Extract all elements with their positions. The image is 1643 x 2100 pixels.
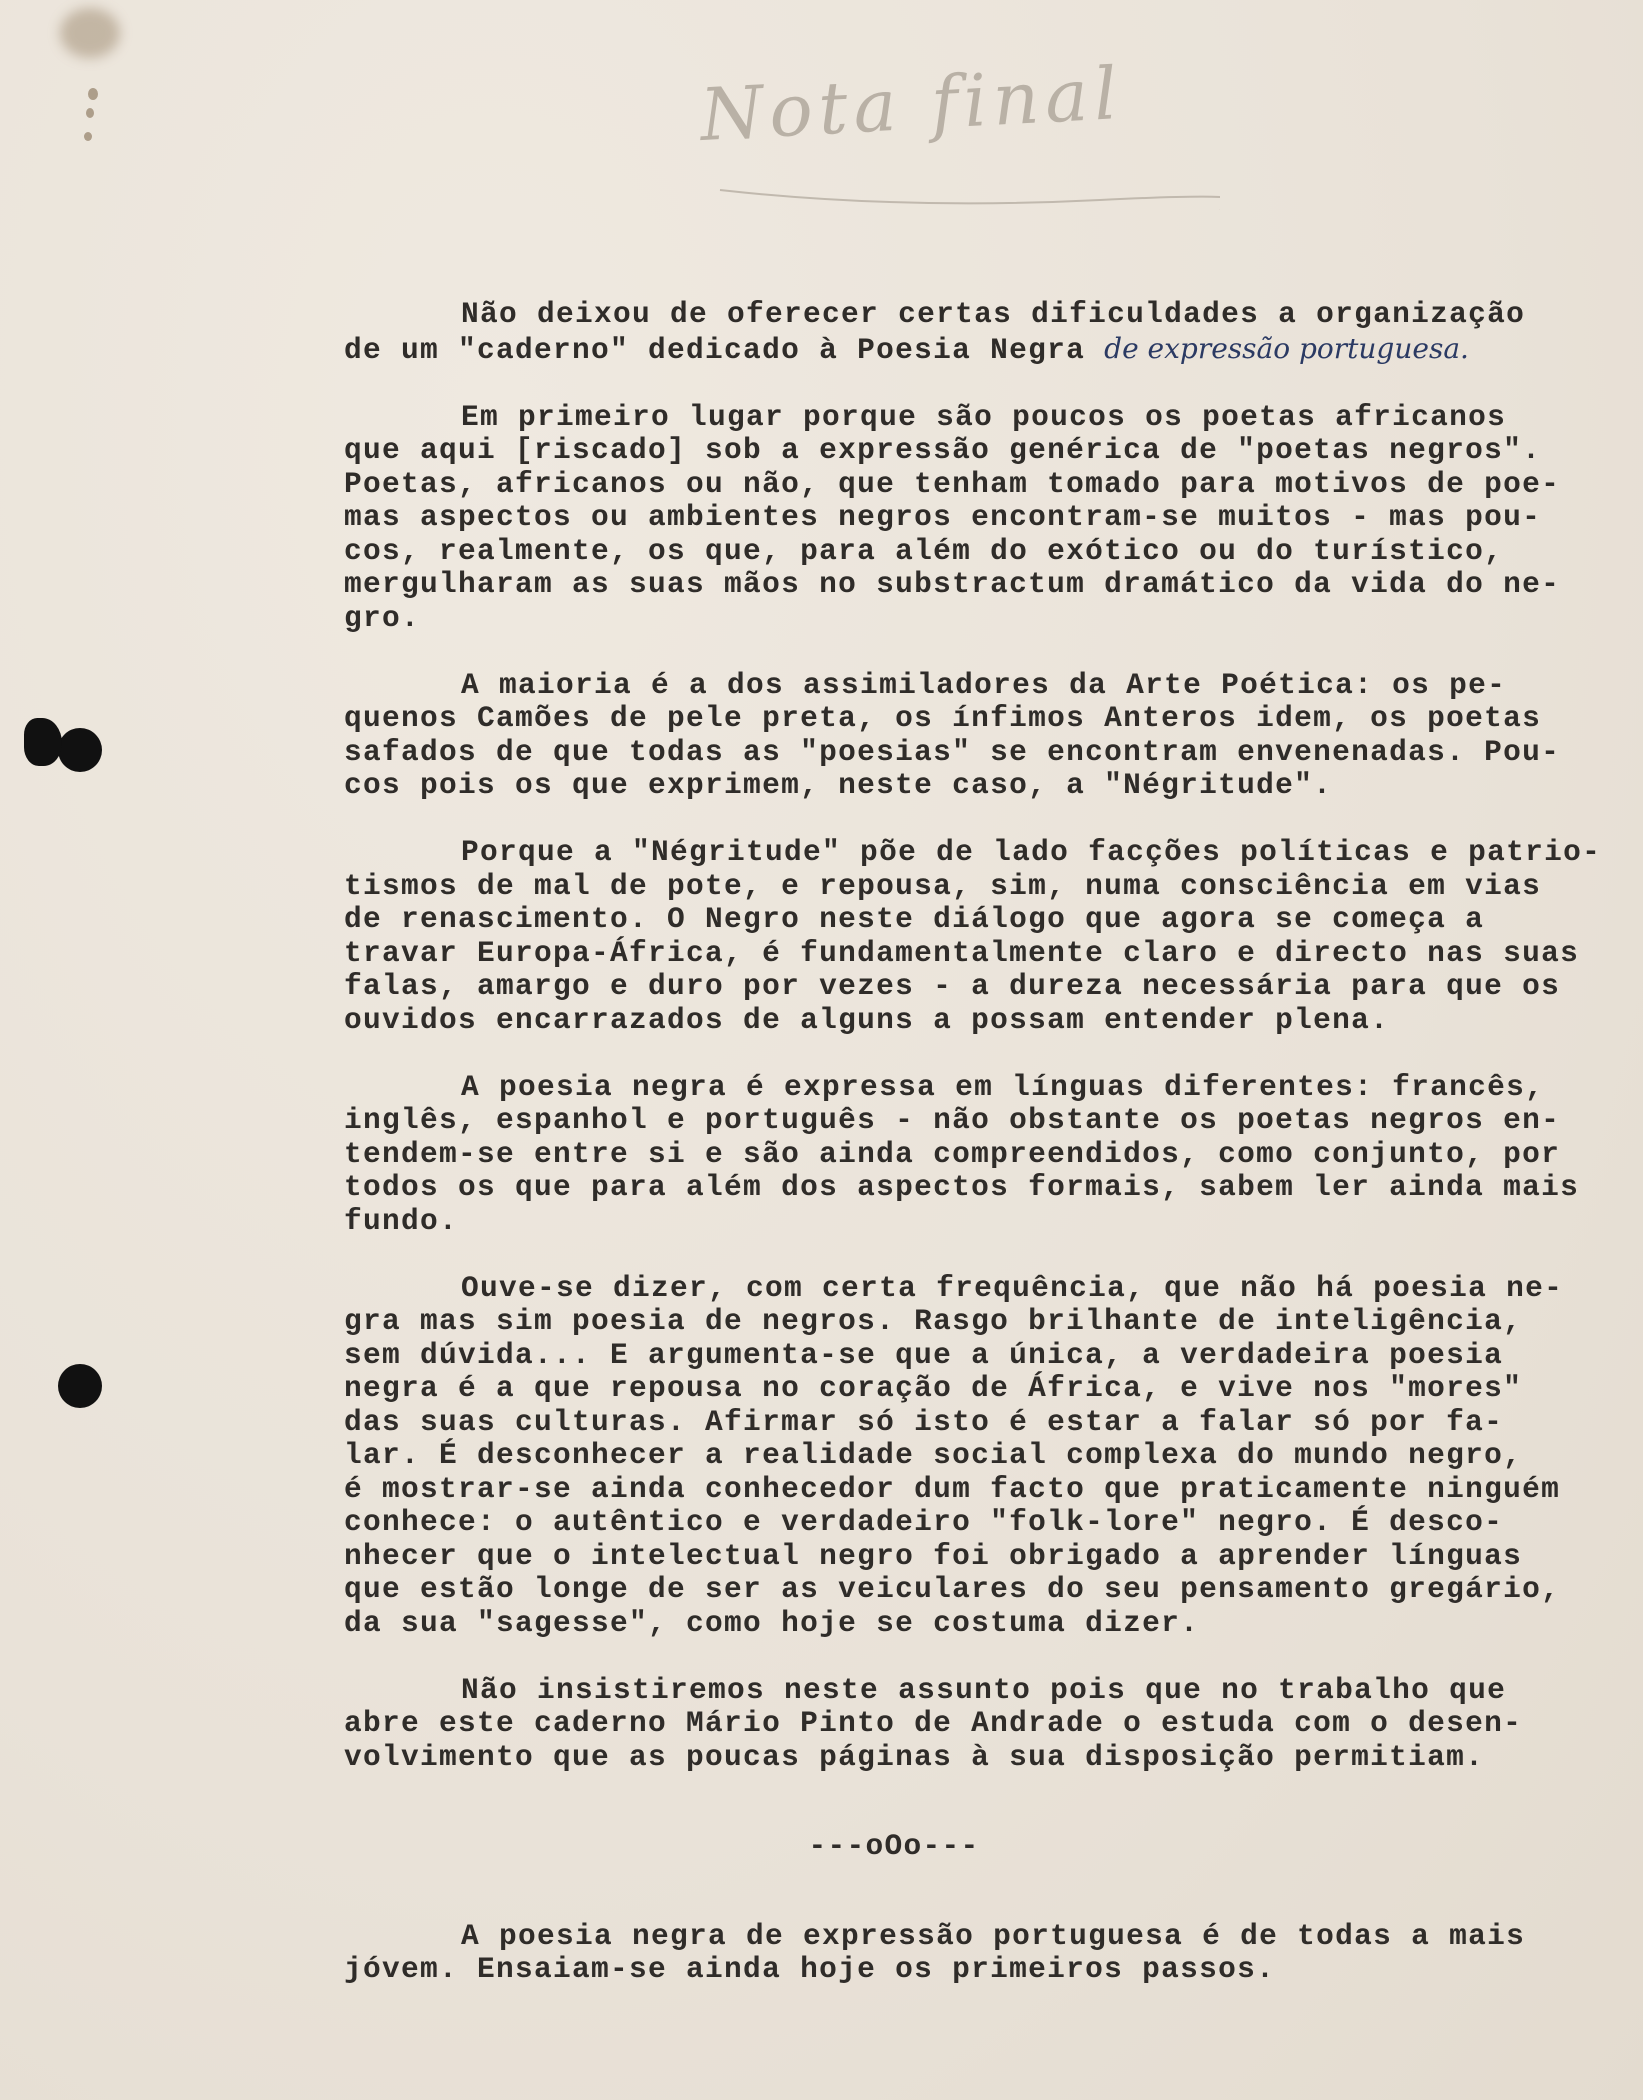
text-line: gro. — [344, 600, 421, 635]
text-line: Não insistiremos neste assunto pois que no trabalho que — [461, 1672, 1507, 1707]
stain-speck — [88, 88, 98, 100]
text-line: A poesia negra de expressão portuguesa é de todas a mais — [461, 1918, 1526, 1953]
rust-stain — [60, 8, 120, 58]
text-line: travar Europa-África, é fundamentalmente claro e directo nas suas — [344, 935, 1580, 970]
text-line: quenos Camões de pele preta, os ínfimos Anteros idem, os poetas — [344, 701, 1542, 735]
typed-body — [344, 298, 1634, 2020]
punch-hole — [58, 1364, 102, 1408]
text-line: lar. É desconhecer a realidade social complexa do mundo negro, — [344, 1438, 1523, 1472]
handwritten-addition: de expressão portuguesa. — [1104, 331, 1469, 365]
text-line: de um "caderno" dedicado à Poesia Negra de expressão portuguesa. — [344, 331, 1469, 367]
text-line: nhecer que o intelectual negro foi obrigado a aprender línguas — [344, 1538, 1523, 1573]
handwritten-heading: Nota final — [698, 50, 1126, 158]
text-line: das suas culturas. Afirmar só isto é estar a falar só por fa- — [344, 1404, 1504, 1439]
text-line: sem dúvida... E argumenta-se que a única, a verdadeira poesia — [344, 1337, 1504, 1372]
stain-speck — [84, 132, 92, 141]
text-line: conhece: o autêntico e verdadeiro "folk-lore" negro. É desco- — [344, 1505, 1504, 1539]
text-line: Ouve-se dizer, com certa frequência, que não há poesia ne- — [461, 1270, 1564, 1305]
text-line: inglês, espanhol e português - não obstante os poetas negros en- — [344, 1103, 1561, 1137]
text-line: cos pois os que exprimem, neste caso, a "Négritude". — [344, 768, 1333, 802]
text-line: Em primeiro lugar porque são poucos os poetas africanos — [461, 399, 1507, 434]
text-line: é mostrar-se ainda conhecedor dum facto que praticamente ninguém — [344, 1471, 1561, 1506]
section-separator: ---oOo--- — [808, 1829, 980, 1863]
text-line: tismos de mal de pote, e repousa, sim, numa consciência em vias — [344, 868, 1542, 903]
text-line: safados de que todas as "poesias" se encontram envenenadas. Pou- — [344, 734, 1561, 769]
text-line: A maioria é a dos assimiladores da Arte Poética: os pe- — [461, 667, 1507, 702]
heading-underline — [700, 120, 1220, 260]
text-line: abre este caderno Mário Pinto de Andrade o estuda com o desen- — [344, 1706, 1523, 1740]
text-line: negra é a que repousa no coração de África, e vive nos "mores" — [344, 1371, 1523, 1405]
text-line: todos os que para além dos aspectos formais, sabem ler ainda mais — [344, 1170, 1580, 1204]
paragraph-4 — [344, 836, 1634, 1037]
text-line: Não deixou de oferecer certas dificuldades a organização — [461, 297, 1526, 331]
text-line: que estão longe de ser as veiculares do seu pensamento gregário, — [344, 1572, 1561, 1606]
text-line: gra mas sim poesia de negros. Rasgo brilhante de inteligência, — [344, 1304, 1523, 1338]
text-line: da sua "sagesse", como hoje se costuma dizer. — [344, 1605, 1200, 1640]
text-line: cos, realmente, os que, para além do exótico ou do turístico, — [344, 533, 1504, 568]
text-line: falas, amargo e duro por vezes - a dureza necessária para que os — [344, 969, 1561, 1003]
text-line: tendem-se entre si e são ainda compreendidos, como conjunto, por — [344, 1136, 1561, 1171]
punch-hole — [58, 728, 102, 772]
text-line: A poesia negra é expressa em línguas diferentes: francês, — [461, 1069, 1545, 1104]
paragraph-3 — [344, 669, 1634, 803]
text-line: mas aspectos ou ambientes negros encontram-se muitos - mas pou- — [344, 500, 1542, 534]
punch-hole-edge — [24, 718, 62, 766]
paragraph-7 — [344, 1674, 1634, 1775]
text-line: volvimento que as poucas páginas à sua disposição permitiam. — [344, 1739, 1485, 1774]
text-line: ouvidos encarrazados de alguns a possam entender plena. — [344, 1002, 1390, 1037]
text-line: Poetas, africanos ou não, que tenham tomado para motivos de poe- — [344, 466, 1561, 501]
text-line: fundo. — [344, 1203, 459, 1238]
stain-speck — [86, 108, 94, 118]
text-line: jóvem. Ensaiam-se ainda hoje os primeiros passos. — [344, 1952, 1276, 1986]
paragraph-6 — [344, 1272, 1634, 1641]
paragraph-5 — [344, 1071, 1634, 1239]
paragraph-2 — [344, 401, 1634, 636]
text-line: de renascimento. O Negro neste diálogo que agora se começa a — [344, 902, 1485, 936]
text-line: mergulharam as suas mãos no substractum dramático da vida do ne- — [344, 567, 1561, 601]
paragraph-1 — [344, 298, 1634, 367]
text-line: que aqui [riscado] sob a expressão genérica de "poetas negros". — [344, 433, 1542, 467]
closing-paragraph — [344, 1920, 1634, 1987]
text-line: Porque a "Négritude" põe de lado facções políticas e patrio- — [461, 835, 1602, 869]
